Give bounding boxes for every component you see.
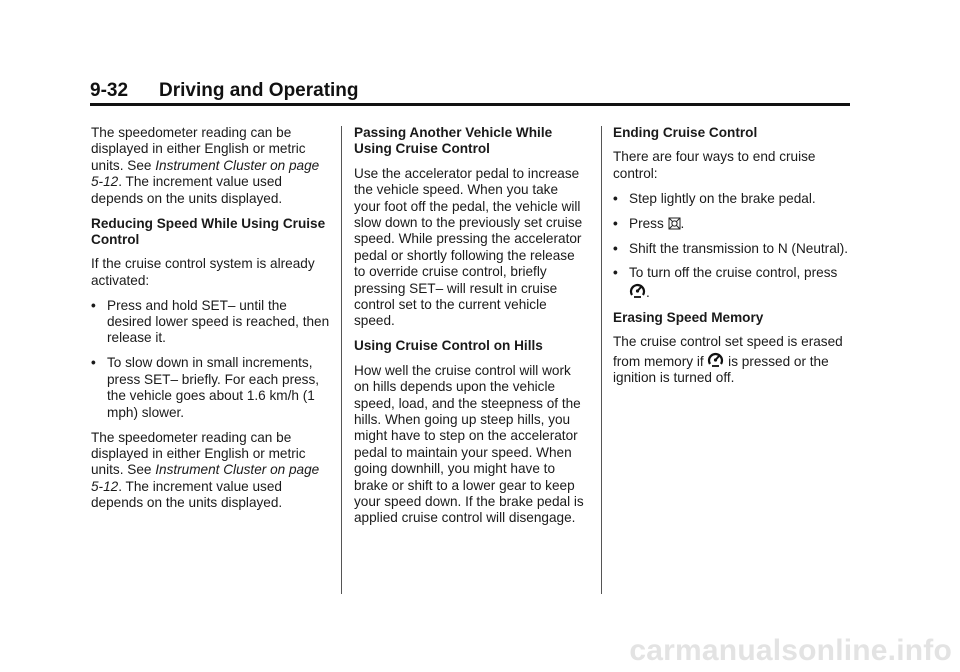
bullet-text: Press and hold SET– until the desired lower speed is reached, then release it.: [107, 297, 330, 346]
bullet-item: [613, 216, 853, 232]
section-heading: Ending Cruise Control: [613, 125, 758, 140]
section-title: Driving and Operating: [159, 80, 359, 101]
bullet-icon: •: [613, 240, 618, 256]
bullet-text: Shift the transmission to N (Neutral).: [629, 240, 849, 256]
paragraph-text: The cruise control set speed is erased from memory if: [613, 334, 843, 369]
bullet-text: Press: [629, 215, 668, 231]
paragraph: Use the accelerator pedal to increase the vehicle speed. When you take your foot off the pedal, the vehicle will slow down to the previously set cruise speed. While pressing the accelerator pedal or shortly following the release to override cruise control, briefly pressing SET– will result in cruise control set to the current vehicle speed.: [354, 165, 583, 329]
section-heading: Erasing Speed Memory: [613, 309, 764, 325]
cross-reference[interactable]: Instrument Cluster on page 5-12: [91, 157, 320, 190]
paragraph-text: . The increment value used depends on the units displayed.: [91, 478, 283, 511]
cross-reference[interactable]: Instrument Cluster on page 5-12: [91, 462, 320, 494]
column-2: [354, 125, 584, 535]
bullet-icon: •: [613, 215, 618, 231]
bullet-item: [613, 241, 853, 257]
bullet-item: [91, 298, 331, 347]
section-heading: Using Cruise Control on Hills: [354, 338, 543, 354]
paragraph: [91, 430, 331, 512]
cruise-control-icon: [707, 351, 724, 368]
paragraph: There are four ways to end cruise control:: [613, 149, 816, 181]
paragraph: [91, 125, 331, 207]
bullet-icon: •: [91, 355, 96, 371]
bullet-item: [613, 265, 853, 301]
header-rule: [90, 103, 850, 106]
section-heading: Passing Another Vehicle While Using Cruise Control: [354, 125, 553, 157]
bullet-text: Step lightly on the brake pedal.: [629, 190, 816, 206]
bullet-text: .: [680, 215, 685, 231]
paragraph-text: . The increment value used depends on the units displayed.: [91, 174, 283, 206]
paragraph-text: The speedometer reading can be displayed in either English or metric units. See: [91, 429, 306, 478]
bullet-icon: •: [613, 190, 618, 206]
paragraph-text: is pressed or the ignition is turned off.: [613, 353, 829, 385]
page-number: 9-32: [90, 80, 129, 101]
column-3: [613, 125, 853, 395]
column-divider: [601, 126, 602, 594]
bullet-icon: •: [91, 297, 96, 313]
bullet-text: To slow down in small increments, press SET– briefly. For each press, the vehicle goes about 1.6 km/h (1 mph) slower.: [107, 355, 320, 420]
section-heading: Reducing Speed While Using Cruise Control: [91, 215, 326, 247]
cruise-control-icon: [629, 282, 646, 299]
bullet-text: .: [646, 284, 650, 300]
bullet-text: To turn off the cruise control, press: [629, 265, 838, 281]
bullet-item: [91, 355, 331, 421]
bullet-icon: •: [613, 265, 618, 281]
paragraph: How well the cruise control will work on hills depends upon the vehicle speed, load, and the steepness of the hills. When going up steep hills, you might have to step on the accelerator pedal to maintain your speed. When going downhill, you might have to brake or shift to a lower gear to keep your speed down. If the brake pedal is applied cruise control will disengage.: [354, 362, 584, 526]
paragraph-text: The speedometer reading can be displayed in either English or metric units. See: [91, 125, 306, 173]
paragraph: If the cruise control system is already activated:: [91, 256, 315, 288]
watermark: carmanualsonline.info: [629, 634, 952, 667]
paragraph: [613, 334, 853, 386]
column-divider: [341, 126, 342, 594]
bullet-item: [613, 191, 853, 207]
column-1: [91, 125, 331, 520]
cruise-cancel-icon: [668, 217, 681, 230]
